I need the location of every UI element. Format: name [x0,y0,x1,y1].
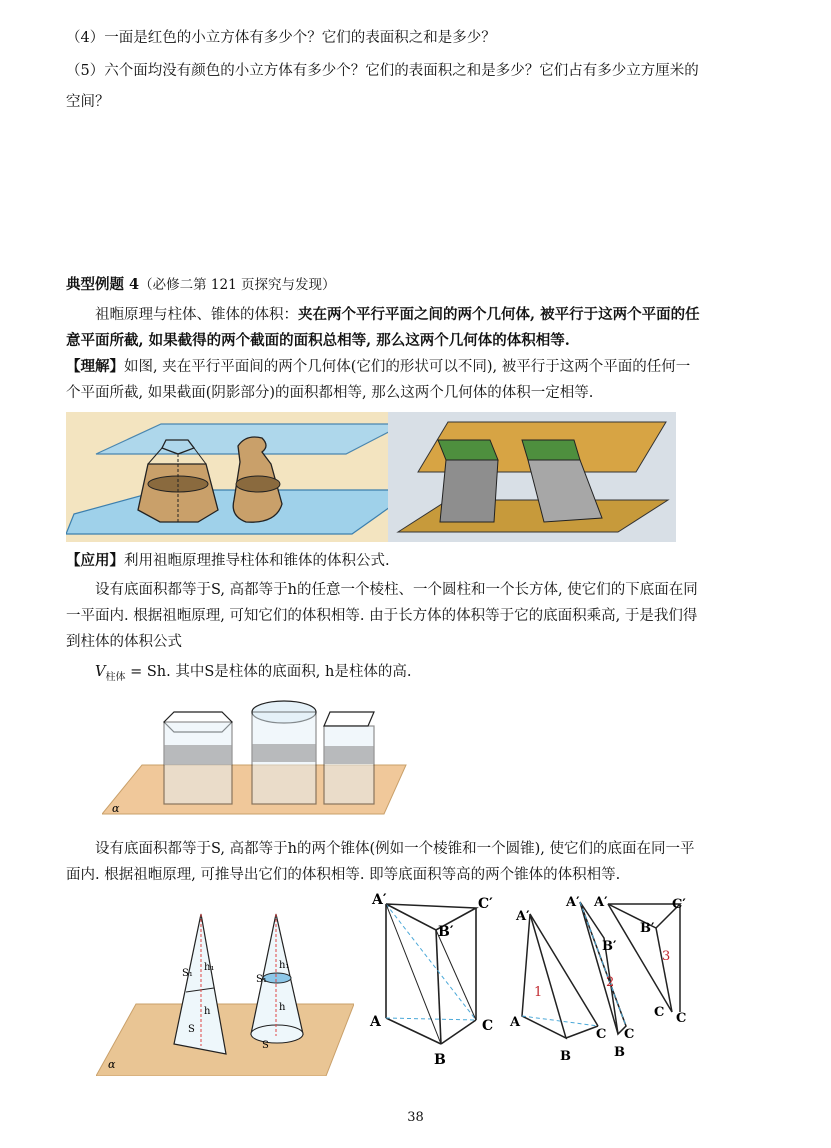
figure-stacked-solids [388,412,676,542]
split-vertex-a-prime-2: A′ [566,895,580,910]
formula-v: V [95,664,106,680]
understand-line-1 [66,355,690,376]
figure-two-cones [96,904,354,1076]
formula-subscript: 柱体 [105,671,126,683]
irregular-cross-section [236,476,280,492]
figure-triangular-prism [366,890,506,1080]
cone-label-h-a: h [204,1006,211,1017]
plane-label: α [112,802,120,815]
cone-label-h-b: h [279,1002,286,1013]
understand-line-2: 个平面所截, 如果截面(阴影部分)的面积都相等, 那么这两个几何体的体积一定相等. [66,385,594,401]
stack-left [440,460,498,522]
volume-formula [95,660,411,683]
para1-line-2: 一平面内. 根据祖暅原理, 可知它们的体积相等. 由于长方体的体积等于它的底面积乘高, 于是我们得 [66,608,698,624]
question-4: （4）一面是红色的小立方体有多少个？它们的表面积之和是多少？ [66,30,496,46]
understand-text-1: 如图, 夹在平行平面间的两个几何体(它们的形状可以不同), 被平行于这两个平面的任何一 [124,359,691,375]
principle-line-2: 意平面所截, 如果截得的两个截面的面积总相等, 那么这两个几何体的体积相等. [66,332,570,349]
split-vertex-c-1: C [596,1027,607,1042]
figure-three-columns [102,690,430,822]
para2-line-2: 面内. 根据祖暅原理, 可推导出它们的体积相等. 即等底面积等高的两个锥体的体积相等. [66,867,621,883]
split-vertex-a-prime-1: A′ [516,909,530,924]
cylinder-section [252,744,316,762]
question-5-line-1: （5）六个面均没有颜色的小立方体有多少个？它们的表面积之和是多少？它们占有多少立方厘米的 [66,63,699,79]
prism-solid [138,464,218,522]
figure-two-solids-between-planes [66,412,426,542]
question-5-line-2: 空间？ [66,94,110,110]
pyramid-1 [522,914,566,1038]
cone-label-h1-a: h₁ [204,962,215,973]
principle-bold-1: 夹在两个平行平面之间的两个几何体, 被平行于这两个平面的任 [298,306,700,323]
split-vertex-b-prime-1: B′ [640,921,655,936]
piece-number-3: 3 [662,949,671,964]
piece-number-1: 1 [534,985,543,1000]
cone-label-s-b: S [262,1040,269,1051]
para2-line-1: 设有底面积都等于S, 高都等于h的两个锥体(例如一个棱锥和一个圆锥), 使它们的底面在同一平 [95,841,695,857]
example-heading [66,273,336,294]
apply-line [66,549,390,570]
stack-top-right [522,440,580,460]
cone-label-h1-b: h₁ [279,960,290,971]
split-vertex-c-4: C [624,1027,635,1042]
split-vertex-a: A [510,1015,521,1030]
vertex-b: B [434,1052,446,1068]
vertex-c: C [482,1018,494,1034]
rectangular-box [324,726,374,804]
apply-tag: 【应用】 [66,552,124,569]
example-heading-title: 典型例题 4 [66,276,140,293]
split-vertex-a-prime-3: A′ [594,895,608,910]
figure-split-pyramids [508,888,698,1078]
split-vertex-c-3: C [676,1011,687,1026]
prism-section [164,745,232,765]
page-number: 38 [407,1110,424,1125]
example-heading-note: （必修二第 121 页探究与发现） [139,277,336,293]
cone-label-s1-b: S₁ [256,974,267,985]
split-vertex-b-prime-2: B′ [602,939,617,954]
split-vertex-b-2: B [614,1045,625,1060]
cone-label-s-a: S [188,1024,195,1035]
vertex-a-prime: A′ [372,892,387,908]
cone-base-plane [96,1004,354,1076]
box-section [324,746,374,764]
vertex-a: A [370,1014,381,1030]
vertex-b-prime: B′ [438,924,454,940]
cone-label-s1-a: S₁ [182,968,193,979]
understand-tag: 【理解】 [66,358,124,375]
para1-line-3: 到柱体的体积公式 [66,634,182,650]
para1-line-1: 设有底面积都等于S, 高都等于h的任意一个棱柱、一个圆柱和一个长方体, 使它们的下底面在同 [95,582,698,598]
piece-number-2: 2 [606,975,615,990]
stack-top-left [438,440,498,460]
apply-title: 利用祖暅原理推导柱体和锥体的体积公式. [124,553,390,569]
split-vertex-c-2: C [654,1005,665,1020]
split-vertex-b-1: B [560,1049,571,1064]
principle-intro: 祖暅原理与柱体、锥体的体积： [95,307,298,323]
vertex-c-prime: C′ [478,896,493,912]
principle-line-1 [95,303,700,324]
formula-rest: = Sh. 其中S是柱体的底面积, h是柱体的高. [125,664,412,680]
cone-plane-label: α [108,1058,116,1071]
split-vertex-c-prime: C′ [672,897,686,912]
